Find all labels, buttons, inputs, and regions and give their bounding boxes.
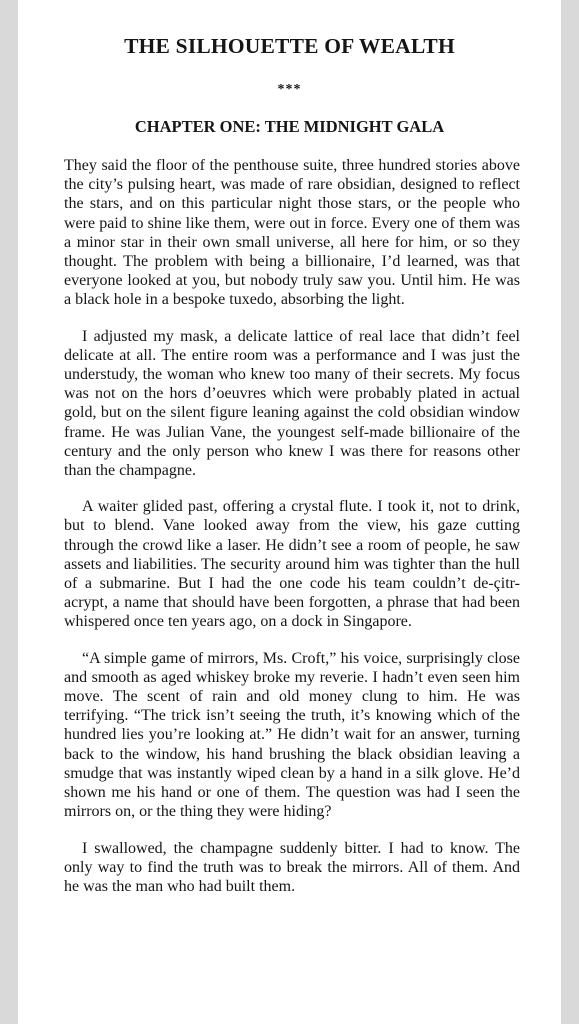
book-page [18,0,561,1024]
paragraph: They said the floor of the penthouse suite, three hundred stories above the city’s pulsing heart, was made of rare obsidian, designed to reflect the stars, and on this particular night those stars, or the people who were paid to shine like them, were out in force. Every one of them was a minor star in their own small universe, all here for him, or so they thought. The problem with being a billionaire, I’d learned, was that everyone looked at you, but nobody truly saw you. Until him. He was a black hole in a bespoke tuxedo, absorbing the light. [64,157,520,309]
paragraph: I swallowed, the champagne suddenly bitter. I had to know. The only way to find the truth was to break the mirrors. All of them. And he was the man who had built them. [64,839,520,895]
paragraph: “A simple game of mirrors, Ms. Croft,” his voice, surprisingly close and smooth as aged whiskey broke my reverie. I hadn’t even seen him move. The scent of rain and old money clung to him. He was terrifying. “The trick isn’t seeing the truth, it’s knowing which of the hundred lies you’re looking at.” He didn’t wait for an answer, turning back to the window, his hand brushing the black obsidian leaving a smudge that was instantly wiped clean by a hand in a silk glove. He’d shown me his hand or one of them. The question was had I seen the mirrors on, or the thing they were hiding? [64,649,520,821]
section-ornament: *** [277,82,302,97]
paragraph: A waiter glided past, offering a crystal flute. I took it, not to drink, but to blend. Vane looked away from the view, his gaze cutting through the crowd like a laser. He didn’t see a room of people, he saw assets and liabilities. The security around him was tighter than the hull of a submarine. But I had the one code his team couldn’t de-çitr-acrypt, a name that should have been forgotten, a phrase that had been whispered once ten years ago, on a dock in Singapore. [64,498,520,631]
paragraph: I adjusted my mask, a delicate lattice of real lace that didn’t feel delicate at all. The entire room was a performance and I was just the understudy, the woman who knew too many of their secrets. My focus was not on the hors d’oeuvres which were probably plated in actual gold, but on the silent figure leaning against the cold obsidian window frame. He was Julian Vane, the youngest self-made billionaire of the century and the only person who knew I was there for reasons other than the champagne. [64,327,520,480]
chapter-title: CHAPTER ONE: THE MIDNIGHT GALA [134,117,445,136]
book-title: THE SILHOUETTE OF WEALTH [124,34,455,58]
chapter-body [64,156,520,913]
